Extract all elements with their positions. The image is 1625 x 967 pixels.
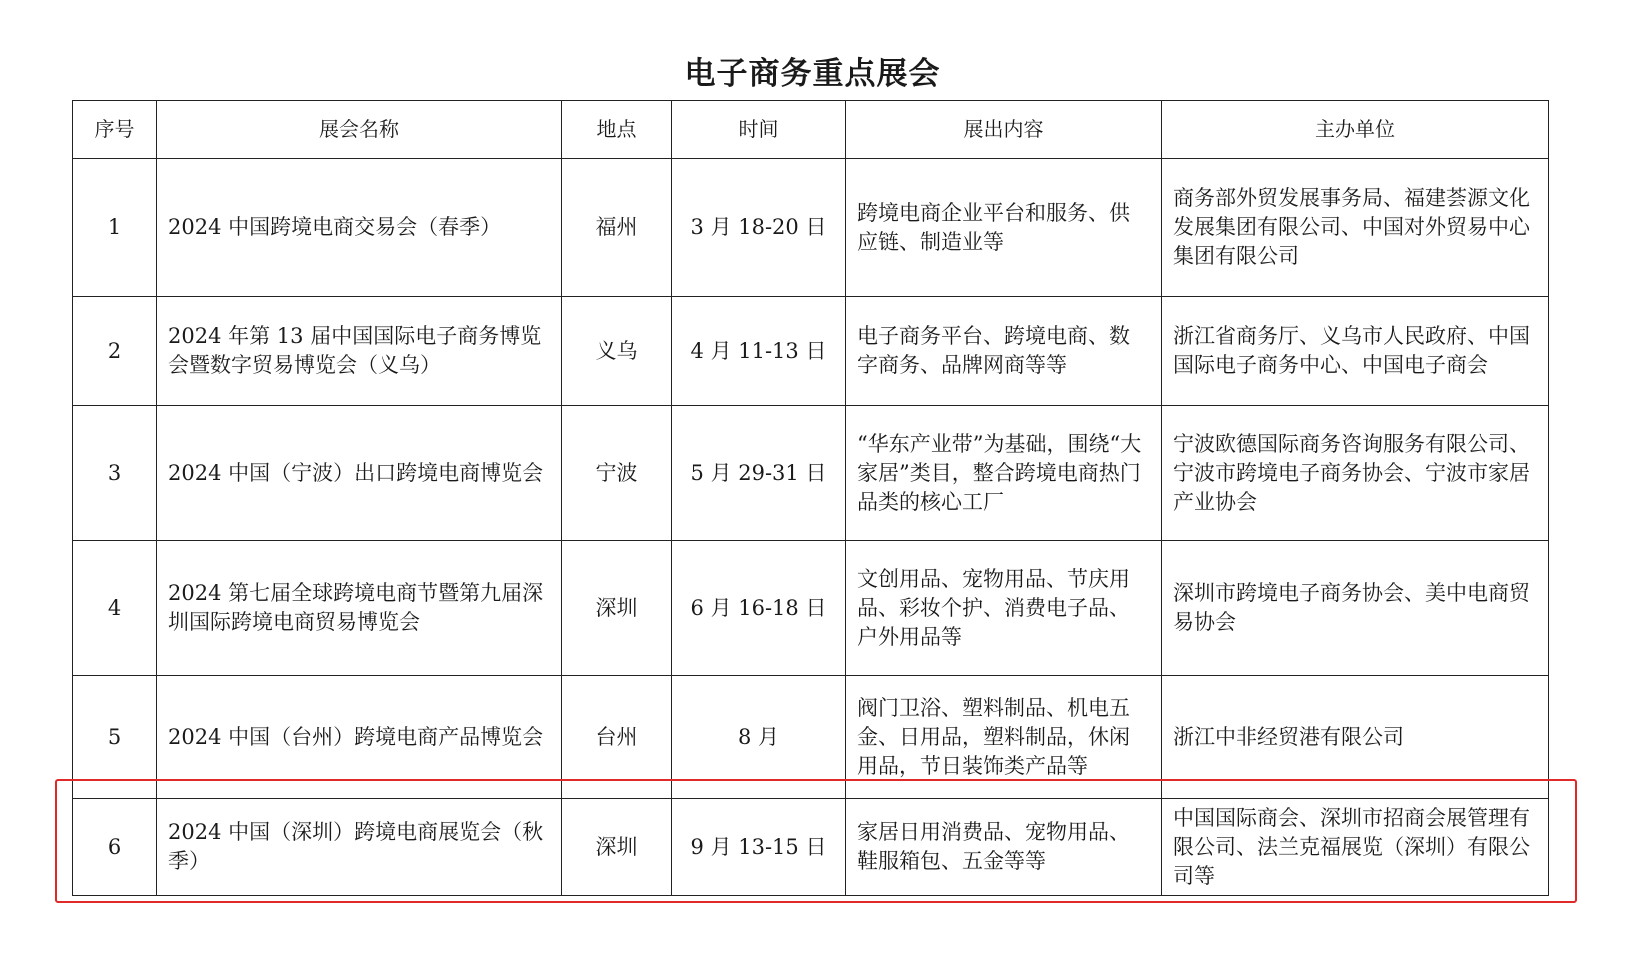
table-row-highlighted — [73, 799, 1549, 896]
cell-organizer: 浙江省商务厅、义乌市人民政府、中国国际电子商务中心、中国电子商会 — [1162, 297, 1549, 406]
cell-no: 1 — [73, 159, 157, 297]
cell-organizer: 商务部外贸发展事务局、福建荟源文化发展集团有限公司、中国对外贸易中心集团有限公司 — [1162, 159, 1549, 297]
cell-no: 5 — [73, 676, 157, 799]
table-header-row — [73, 101, 1549, 159]
cell-no: 6 — [73, 799, 157, 896]
cell-no: 3 — [73, 406, 157, 541]
cell-organizer: 宁波欧德国际商务咨询服务有限公司、宁波市跨境电子商务协会、宁波市家居产业协会 — [1162, 406, 1549, 541]
cell-content: 阀门卫浴、塑料制品、机电五金、日用品，塑料制品，休闲用品，节日装饰类产品等 — [846, 676, 1162, 799]
cell-no: 2 — [73, 297, 157, 406]
cell-place: 宁波 — [562, 406, 672, 541]
cell-time: 3 月 18-20 日 — [672, 159, 846, 297]
cell-content: 家居日用消费品、宠物用品、鞋服箱包、五金等等 — [846, 799, 1162, 896]
cell-organizer: 深圳市跨境电子商务协会、美中电商贸易协会 — [1162, 541, 1549, 676]
table-row — [73, 541, 1549, 676]
cell-place: 深圳 — [562, 541, 672, 676]
table-row — [73, 676, 1549, 799]
cell-place: 福州 — [562, 159, 672, 297]
cell-organizer: 中国国际商会、深圳市招商会展管理有限公司、法兰克福展览（深圳）有限公司等 — [1162, 799, 1549, 896]
cell-content: 文创用品、宠物用品、节庆用品、彩妆个护、消费电子品、户外用品等 — [846, 541, 1162, 676]
cell-time: 8 月 — [672, 676, 846, 799]
cell-content: 电子商务平台、跨境电商、数字商务、品牌网商等等 — [846, 297, 1162, 406]
cell-no: 4 — [73, 541, 157, 676]
cell-name: 2024 年第 13 届中国国际电子商务博览会暨数字贸易博览会（义乌） — [157, 297, 562, 406]
page-title: 电子商务重点展会 — [684, 56, 941, 92]
header-name: 展会名称 — [157, 101, 562, 159]
exhibition-table — [72, 100, 1549, 896]
header-no: 序号 — [73, 101, 157, 159]
header-organizer: 主办单位 — [1162, 101, 1549, 159]
table-row — [73, 297, 1549, 406]
cell-organizer: 浙江中非经贸港有限公司 — [1162, 676, 1549, 799]
cell-name: 2024 中国跨境电商交易会（春季） — [157, 159, 562, 297]
cell-time: 6 月 16-18 日 — [672, 541, 846, 676]
cell-name: 2024 中国（宁波）出口跨境电商博览会 — [157, 406, 562, 541]
table-row — [73, 406, 1549, 541]
cell-time: 9 月 13-15 日 — [672, 799, 846, 896]
cell-name: 2024 中国（深圳）跨境电商展览会（秋季） — [157, 799, 562, 896]
cell-content: “华东产业带”为基础，围绕“大家居”类目，整合跨境电商热门品类的核心工厂 — [846, 406, 1162, 541]
cell-time: 4 月 11-13 日 — [672, 297, 846, 406]
cell-time: 5 月 29-31 日 — [672, 406, 846, 541]
cell-place: 深圳 — [562, 799, 672, 896]
cell-place: 台州 — [562, 676, 672, 799]
cell-name: 2024 第七届全球跨境电商节暨第九届深圳国际跨境电商贸易博览会 — [157, 541, 562, 676]
header-time: 时间 — [672, 101, 846, 159]
cell-place: 义乌 — [562, 297, 672, 406]
cell-name: 2024 中国（台州）跨境电商产品博览会 — [157, 676, 562, 799]
header-place: 地点 — [562, 101, 672, 159]
table-row — [73, 159, 1549, 297]
header-content: 展出内容 — [846, 101, 1162, 159]
cell-content: 跨境电商企业平台和服务、供应链、制造业等 — [846, 159, 1162, 297]
